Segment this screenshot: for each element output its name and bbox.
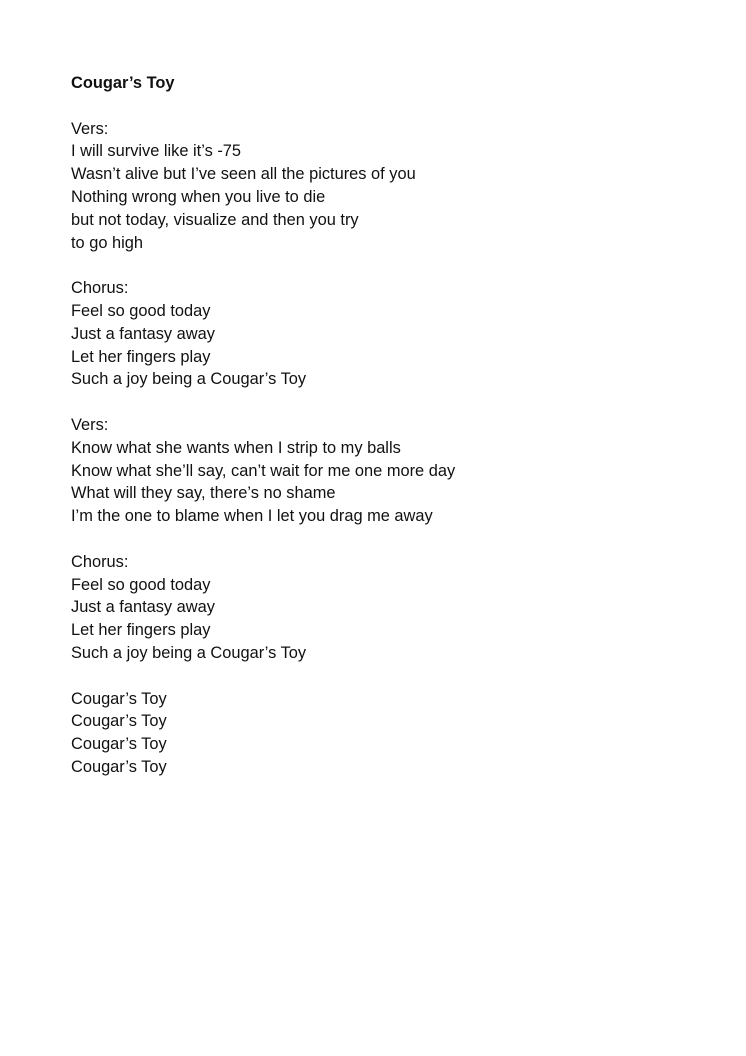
section-label: Vers: [71, 119, 109, 138]
section-label: Chorus: [71, 552, 129, 571]
section-label: Vers: [71, 415, 109, 434]
song-title: Cougar’s Toy [71, 74, 175, 92]
lyric-line: Wasn’t alive but I’ve seen all the pictures of you [71, 165, 416, 184]
spacer [71, 254, 711, 277]
outro [71, 688, 711, 779]
lyric-line: Cougar’s Toy [71, 735, 167, 754]
lyric-line: Cougar’s Toy [71, 689, 167, 708]
lyric-line: Feel so good today [71, 575, 211, 594]
lyric-line: to go high [71, 233, 143, 252]
lyric-line: Just a fantasy away [71, 598, 215, 617]
lyric-line: Know what she’ll say, can’t wait for me one more day [71, 461, 456, 480]
lyric-line: Feel so good today [71, 301, 211, 320]
lyrics-document [71, 72, 711, 779]
section-label: Chorus: [71, 279, 129, 298]
lyric-line: Cougar’s Toy [71, 757, 167, 776]
lyric-line: Let her fingers play [71, 347, 211, 366]
lyric-line: Let her fingers play [71, 621, 211, 640]
lyric-line: Such a joy being a Cougar’s Toy [71, 370, 307, 389]
lyric-line: I will survive like it’s -75 [71, 142, 242, 161]
verse-2 [71, 414, 711, 528]
spacer [71, 95, 711, 118]
lyric-line: Know what she wants when I strip to my balls [71, 438, 401, 457]
lyric-line: Nothing wrong when you live to die [71, 187, 326, 206]
lyric-line: I’m the one to blame when I let you drag me away [71, 507, 433, 526]
lyric-line: but not today, visualize and then you try [71, 210, 359, 229]
verse-1 [71, 118, 711, 255]
spacer [71, 665, 711, 688]
lyric-line: Just a fantasy away [71, 324, 215, 343]
spacer [71, 391, 711, 414]
chorus-1 [71, 277, 711, 391]
lyric-line: Cougar’s Toy [71, 712, 167, 731]
lyric-line: Such a joy being a Cougar’s Toy [71, 643, 307, 662]
chorus-2 [71, 551, 711, 665]
spacer [71, 528, 711, 551]
lyric-line: What will they say, there’s no shame [71, 484, 336, 503]
